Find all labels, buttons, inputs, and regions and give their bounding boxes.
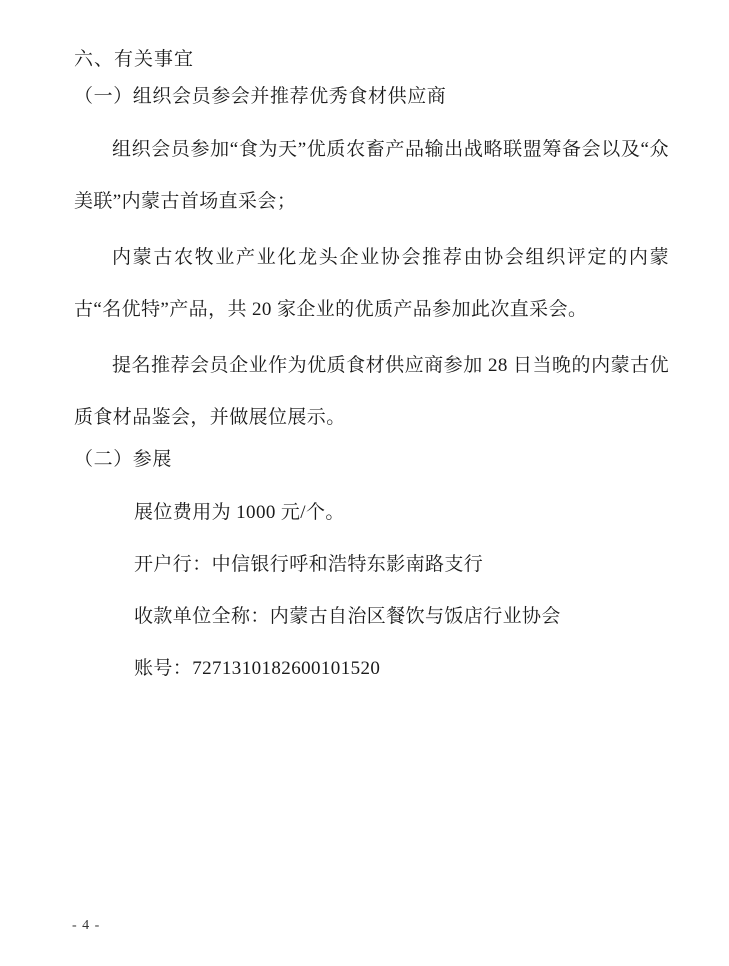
subsection-2-heading: （二）参展 — [74, 449, 173, 470]
paragraph-bank-branch: 开户行：中信银行呼和浩特东影南路支行 — [134, 554, 484, 575]
paragraph-account-number: 账号：7271310182600101520 — [134, 658, 381, 679]
subsection-1-heading: （一）组织会员参会并推荐优秀食材供应商 — [74, 86, 447, 107]
paragraph-payee-name: 收款单位全称：内蒙古自治区餐饮与饭店行业协会 — [134, 606, 561, 627]
document-body — [74, 50, 669, 695]
page-number: - 4 - — [72, 918, 101, 933]
paragraph-booth-fee: 展位费用为 1000 元/个。 — [134, 502, 345, 523]
paragraph-organize-members: 组织会员参加“食为天”优质农畜产品输出战略联盟筹备会以及“众美联”内蒙古首场直采会； — [74, 139, 669, 212]
paragraph-nomination: 提名推荐会员企业作为优质食材供应商参加 28 日当晚的内蒙古优质食材品鉴会，并做展位展示。 — [74, 355, 669, 428]
section-heading: 六、有关事宜 — [74, 49, 195, 70]
paragraph-recommended-products: 内蒙古农牧业产业化龙头企业协会推荐由协会组织评定的内蒙古“名优特”产品，共 20 家企业的优质产品参加此次直采会。 — [74, 247, 669, 320]
